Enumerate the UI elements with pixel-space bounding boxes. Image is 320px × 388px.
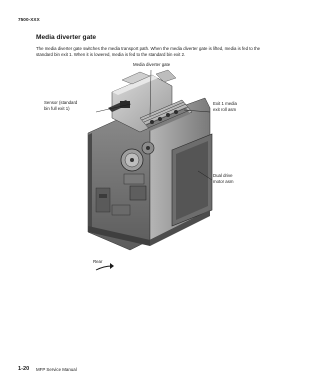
section-title: Media diverter gate <box>36 34 97 41</box>
manual-title: MFP Service Manual <box>36 367 77 372</box>
page-number: 1-20 <box>18 366 30 372</box>
callout-exit1-media-roll: Exit 1 media exit roll asm <box>213 101 237 112</box>
callout-dual-drive-motor: Dual drive motor asm <box>213 173 234 184</box>
page-header-model: 7500-XXX <box>18 17 40 22</box>
callout-media-diverter-gate: Media diverter gate <box>133 62 171 67</box>
callout-rear: Rear <box>93 259 103 264</box>
machine-body <box>88 70 212 250</box>
section-body: The media diverter gate switches the media transport path. When the media diverter gate is lifted, media is fed to the standard bin exit 1. When it is lowered, media is fed to the standard bin exit 2. <box>36 46 261 57</box>
callout-sensor-standard-bin: Sensor (standard bin full exit 1) <box>44 100 78 111</box>
